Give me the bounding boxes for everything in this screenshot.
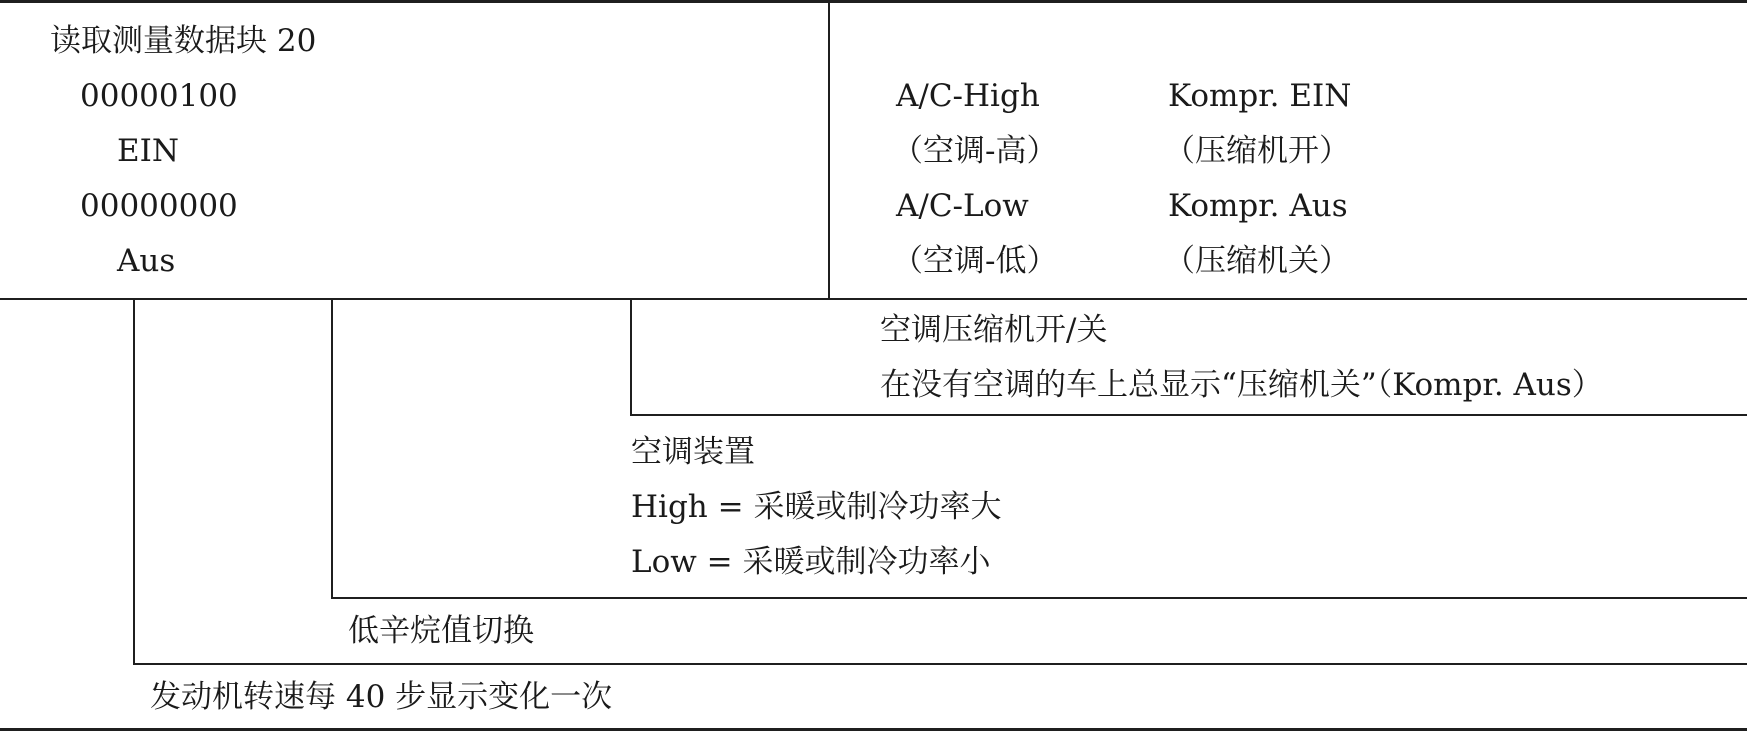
- ac-high-desc: High = 采暖或制冷功率大: [631, 489, 1002, 525]
- row-state-ein: EIN: [117, 133, 179, 169]
- bracket-compressor-horizontal: [630, 414, 1747, 416]
- compressor-title: 空调压缩机开/关: [880, 312, 1108, 348]
- vertical-divider: [828, 0, 830, 300]
- row-state-aus: Aus: [117, 243, 176, 279]
- bracket-compressor-vertical: [630, 300, 632, 415]
- ac-device-title: 空调装置: [631, 434, 755, 470]
- rpm-note: 发动机转速每 40 步显示变化一次: [150, 679, 613, 715]
- row-code-ein: 00000100: [80, 78, 238, 114]
- top-border: [0, 0, 1747, 3]
- block-title: 读取测量数据块 20: [50, 23, 317, 59]
- compressor-note: 在没有空调的车上总显示“压缩机关”（Kompr. Aus）: [880, 367, 1603, 403]
- bracket-octane-horizontal: [331, 597, 1747, 599]
- bracket-rpm-horizontal: [133, 663, 1747, 665]
- row-code-aus: 00000000: [80, 188, 238, 224]
- kompr-ein-label: Kompr. EIN: [1168, 78, 1352, 114]
- kompr-aus-label: Kompr. Aus: [1168, 188, 1348, 224]
- kompr-aus-cn-label: （压缩机关）: [1164, 243, 1350, 279]
- ac-low-desc: Low = 采暖或制冷功率小: [631, 544, 991, 580]
- ac-high-label: A/C-High: [896, 78, 1040, 114]
- header-divider: [0, 298, 1747, 300]
- kompr-ein-cn-label: （压缩机开）: [1164, 133, 1350, 169]
- bracket-rpm-vertical: [133, 300, 135, 664]
- bottom-border: [0, 728, 1747, 731]
- bracket-octane-vertical: [331, 300, 333, 598]
- ac-high-cn-label: （空调-高）: [892, 133, 1058, 169]
- octane-switch-label: 低辛烷值切换: [348, 613, 534, 649]
- ac-low-cn-label: （空调-低）: [892, 243, 1058, 279]
- ac-low-label: A/C-Low: [896, 188, 1029, 224]
